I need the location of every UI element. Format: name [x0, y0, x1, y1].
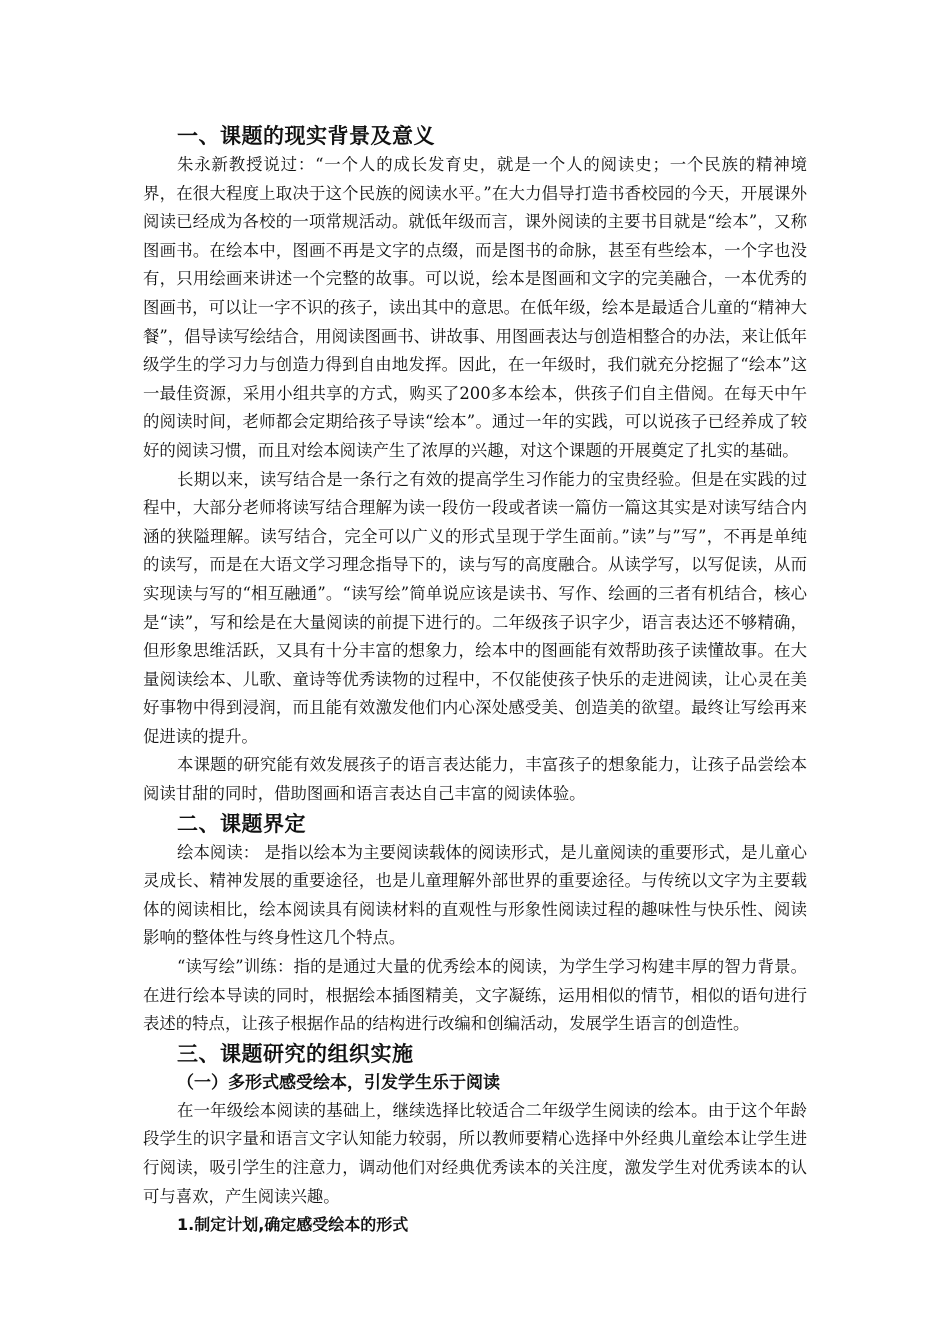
- paragraph-implementation-1: 在一年级绘本阅读的基础上，继续选择比较适合二年级学生阅读的绘本。由于这个年龄段学生的识字量和语言文字认知能力较弱，所以教师要精心选择中外经典儿童绘本让学生进行阅读，吸引学生的注意力，调动他们对经典优秀读本的关注度，激发学生对优秀读本的认可与喜欢，产生阅读兴趣。: [143, 1100, 807, 1206]
- document-page: [143, 121, 807, 1239]
- paragraph-background-2: 长期以来，读写结合是一条行之有效的提高学生习作能力的宝贵经验。但是在实践的过程中，大部分老师将读写结合理解为读一段仿一段或者读一篇仿一篇这其实是对读写结合内涵的狭隘理解。读写结合，完全可以广义的形式呈现于学生面前。”读”与”写”，不再是单纯的读写，而是在大语文学习理念指导下的，读与写的高度融合。从读学写，以写促读，从而实现读与写的“相互融通”。“读写绘”简单说应该是读书、写作、绘画的三者有机结合，核心是“读”，写和绘是在大量阅读的前提下进行的。二年级孩子识字少，语言表达还不够精确，但形象思维活跃，又具有十分丰富的想象力，绘本中的图画能有效帮助孩子读懂故事。在大量阅读绘本、儿歌、童诗等优秀读物的过程中，不仅能使孩子快乐的走进阅读，让心灵在美好事物中得到浸润，而且能有效激发他们内心深处感受美、创造美的欲望。最终让写绘再来促进读的提升。: [143, 469, 807, 746]
- section-heading-definition: 二、课题界定: [177, 811, 306, 836]
- paragraph-definition-1: 绘本阅读： 是指以绘本为主要阅读载体的阅读形式，是儿童阅读的重要形式，是儿童心灵成长、精神发展的重要途径，也是儿童理解外部世界的重要途径。与传统以文字为主要载体的阅读相比，绘本阅读具有阅读材料的直观性与形象性阅读过程的趣味性与快乐性、阅读影响的整体性与终身性这几个特点。: [143, 842, 807, 948]
- section-heading-background: 一、课题的现实背景及意义: [177, 124, 435, 148]
- subsection-heading-1: （一）多形式感受绘本，引发学生乐于阅读: [177, 1072, 500, 1093]
- paragraph-definition-2: “读写绘”训练：指的是通过大量的优秀绘本的阅读，为学生学习构建丰厚的智力背景。在进行绘本导读的同时，根据绘本插图精美，文字凝练，运用相似的情节，相似的语句进行表述的特点，让孩子根据作品的结构进行改编和创编活动，发展学生语言的创造性。: [143, 957, 807, 1034]
- paragraph-background-1: 朱永新教授说过：“一个人的成长发育史，就是一个人的阅读史；一个民族的精神境界，在很大程度上取决于这个民族的阅读水平。”在大力倡导打造书香校园的今天，开展课外阅读已经成为各校的一项常规活动。就低年级而言，课外阅读的主要书目就是“绘本”，又称图画书。在绘本中，图画不再是文字的点缀，而是图书的命脉，甚至有些绘本，一个字也没有，只用绘画来讲述一个完整的故事。可以说，绘本是图画和文字的完美融合，一本优秀的图画书，可以让一字不识的孩子，读出其中的意思。在低年级，绘本是最适合儿童的“精神大餐”，倡导读写绘结合，用阅读图画书、讲故事、用图画表达与创造相整合的办法，来让低年级学生的学习力与创造力得到自由地发挥。因此，在一年级时，我们就充分挖掘了“绘本”这一最佳资源，采用小组共享的方式，购买了200多本绘本，供孩子们自主借阅。在每天中午的阅读时间，老师都会定期给孩子导读“绘本”。通过一年的实践，可以说孩子已经养成了较好的阅读习惯，而且对绘本阅读产生了浓厚的兴趣，对这个课题的开展奠定了扎实的基础。: [143, 155, 808, 460]
- subsubsection-heading-1: 1.制定计划,确定感受绘本的形式: [177, 1215, 409, 1235]
- section-heading-implementation: 三、课题研究的组织实施: [177, 1041, 414, 1066]
- paragraph-background-3: 本课题的研究能有效发展孩子的语言表达能力，丰富孩子的想象能力，让孩子品尝绘本阅读甘甜的同时，借助图画和语言表达自己丰富的阅读体验。: [143, 755, 807, 804]
